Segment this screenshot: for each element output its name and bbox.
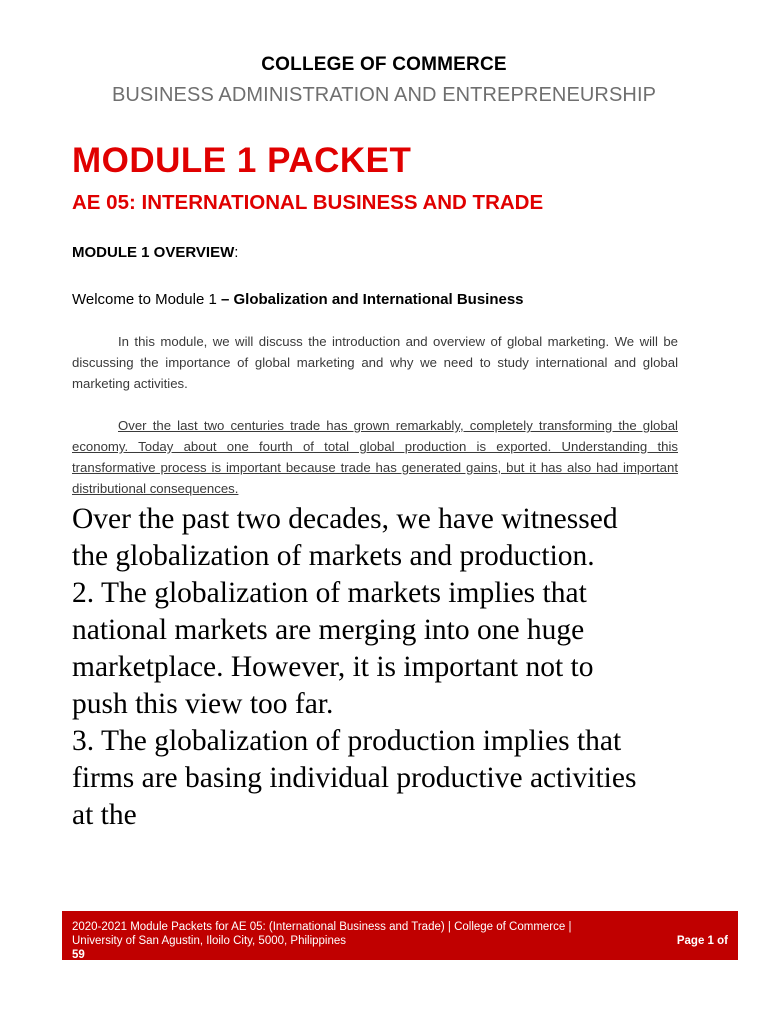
overview-heading-text: MODULE 1 OVERVIEW [72,244,235,261]
page-footer [62,911,738,960]
intro-paragraph: In this module, we will discuss the introduction and overview of global marketing. We will be discussing the importance of global marketing and why we need to study international and global marketing activities. [72,334,678,391]
overlay-line: marketplace. However, it is important not to [72,651,594,683]
overlay-line: firms are basing individual productive activities [72,762,637,794]
overlay-line: 2. The globalization of markets implies that [72,577,587,609]
footer-address: University of San Agustin, Iloilo City, 5000, Philippines [72,935,347,947]
module-title: MODULE 1 PACKET [72,141,412,180]
welcome-line [72,291,524,308]
overlay-line: 3. The globalization of production implies that [72,725,622,757]
overlay-line: Over the past two decades, we have witnessed [72,503,618,535]
page-total: 59 [72,949,85,961]
overlay-line: at the [72,799,137,831]
college-name: COLLEGE OF COMMERCE [261,54,507,75]
course-title: AE 05: INTERNATIONAL BUSINESS AND TRADE [72,191,544,214]
overlay-line: the globalization of markets and production. [72,540,595,572]
overlay-text-block [72,501,692,834]
footer-line-2 [72,934,728,948]
page-number-label: Page 1 of [676,935,728,947]
overlay-line: national markets are merging into one huge [72,614,585,646]
trade-paragraph: Over the last two centuries trade has grown remarkably, completely transforming the global economy. Today about one fourth of total global production is exported. Understanding this transformative process is important because trade has generated gains, but it has also had important distributional consequences. [72,418,678,496]
overview-heading-colon: : [234,244,239,261]
overview-heading [72,244,238,261]
welcome-prefix: Welcome to Module 1 [72,291,221,308]
footer-line-1: 2020-2021 Module Packets for AE 05: (International Business and Trade) | College of Commerce | [72,921,572,933]
department-name: BUSINESS ADMINISTRATION AND ENTREPRENEURSHIP [111,84,657,106]
welcome-dash: – [220,291,234,308]
welcome-topic: Globalization and International Business [233,291,524,308]
overlay-line: push this view too far. [72,688,334,720]
